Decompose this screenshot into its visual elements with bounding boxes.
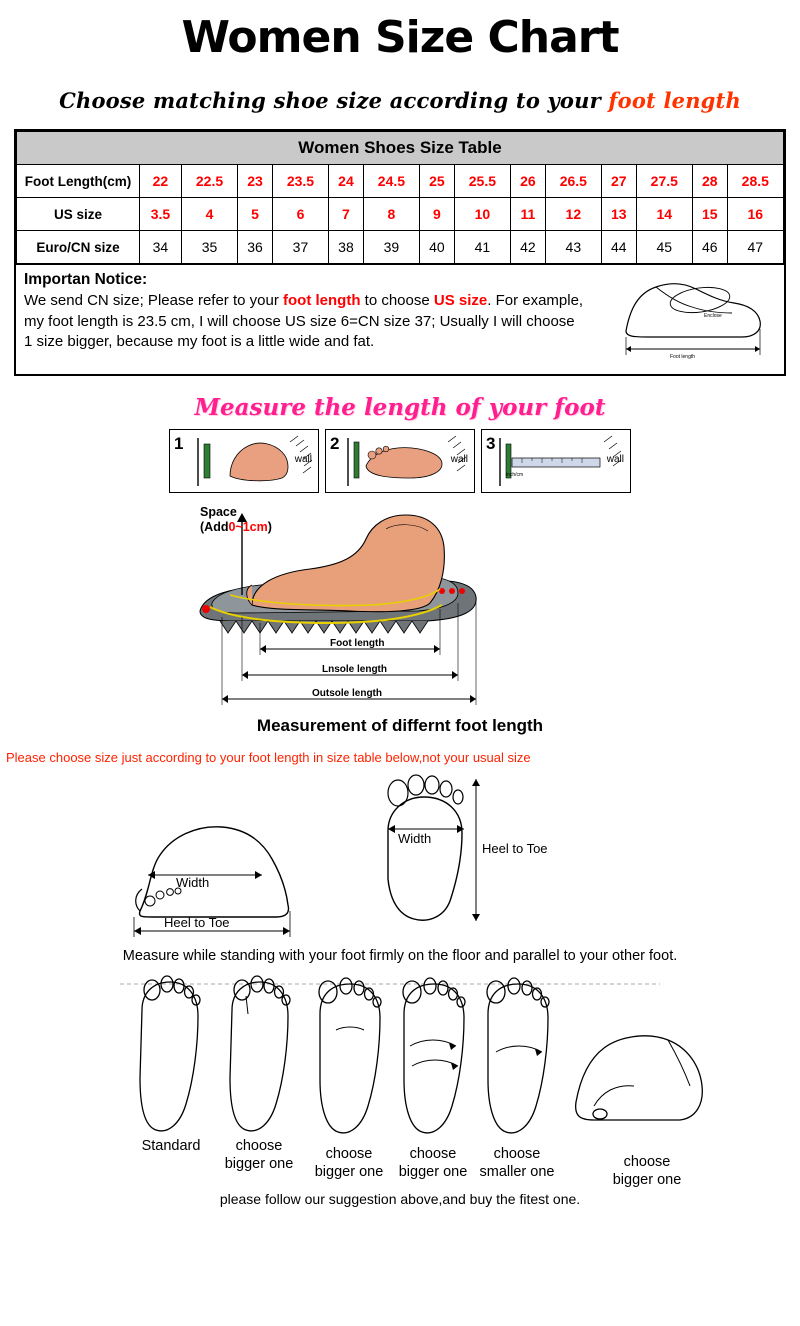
size-table <box>16 131 784 264</box>
notice-text: . For example, <box>487 292 584 310</box>
cell: 26 <box>511 165 546 198</box>
cell: 28.5 <box>727 165 783 198</box>
caption-line1: Standard <box>141 1138 201 1155</box>
measurement-caption: Measurement of differnt foot length <box>256 716 544 736</box>
cell: 28 <box>692 165 727 198</box>
caption-line1: choose <box>623 1154 671 1171</box>
width-heel-section <box>0 771 800 946</box>
cell: 4 <box>181 198 237 231</box>
dim-foot-length: Foot length <box>330 638 385 650</box>
row-label-foot-length: Foot Length(cm) <box>17 165 140 198</box>
cell: 38 <box>329 231 364 264</box>
notice-foot-length: foot length <box>283 292 361 310</box>
caption-line2: smaller one <box>479 1163 555 1180</box>
size-choice-note: Please choose size just according to your foot length in size table below,not your usual size <box>6 750 531 766</box>
step3-wall-label: wall <box>606 454 624 466</box>
measure-steps <box>0 429 800 493</box>
standing-note: Measure while standing with your foot firmly on the floor and parallel to your other foot. <box>122 948 678 965</box>
caption-line2: bigger one <box>224 1155 294 1172</box>
subtitle-highlight: foot length <box>608 88 741 114</box>
space-label-line1: Space <box>200 505 237 520</box>
page-subtitle <box>0 88 800 113</box>
table-row <box>17 198 784 231</box>
cell: 27.5 <box>636 165 692 198</box>
caption-line1: choose <box>409 1146 457 1163</box>
foot-caption-5 <box>462 1146 572 1181</box>
cell: 45 <box>636 231 692 264</box>
foot-shape-comparison <box>0 974 800 1189</box>
cell: 25 <box>420 165 455 198</box>
cell: 3.5 <box>140 198 182 231</box>
measure-step-3 <box>481 429 631 493</box>
width-heel-diagrams-icon <box>0 771 800 946</box>
cell: 10 <box>454 198 510 231</box>
cell: 36 <box>238 231 273 264</box>
notice-line-2: my foot length is 23.5 cm, I will choose US size 6=CN size 37; Usually I will choose <box>24 312 575 330</box>
step-number: 1 <box>174 434 184 454</box>
closing-note: please follow our suggestion above,and buy the fitest one. <box>219 1191 581 1208</box>
measure-section-title: Measure the length of your foot <box>194 394 606 422</box>
cell: 46 <box>692 231 727 264</box>
step-number: 3 <box>486 434 496 454</box>
cell: 14 <box>636 198 692 231</box>
cell: 7 <box>329 198 364 231</box>
cell: 16 <box>727 198 783 231</box>
cell: 23.5 <box>272 165 328 198</box>
cell: 25.5 <box>454 165 510 198</box>
cell: 34 <box>140 231 182 264</box>
left-heel-to-toe-label: Heel to Toe <box>164 915 230 931</box>
table-row <box>17 231 784 264</box>
foot-length-label: Foot length <box>670 354 696 361</box>
size-chart-page <box>0 14 800 1326</box>
cell: 9 <box>420 198 455 231</box>
cell: 6 <box>272 198 328 231</box>
cell: 47 <box>727 231 783 264</box>
foot-caption-6 <box>592 1154 702 1189</box>
left-width-label: Width <box>176 875 210 891</box>
notice-us-size: US size <box>433 292 488 310</box>
cell: 15 <box>692 198 727 231</box>
caption-line1: choose <box>493 1146 541 1163</box>
caption-line1: choose <box>235 1138 283 1155</box>
foot-length-diagram <box>190 499 610 714</box>
cell: 40 <box>420 231 455 264</box>
table-caption-row <box>17 132 784 165</box>
step-number: 2 <box>330 434 340 454</box>
dim-outsole-length: Outsole length <box>312 688 382 700</box>
right-heel-to-toe-label: Heel to Toe <box>482 841 548 857</box>
cell: 13 <box>602 198 637 231</box>
measure-step-1 <box>169 429 319 493</box>
cell: 22 <box>140 165 182 198</box>
cell: 12 <box>545 198 601 231</box>
space-label-range: 0~1cm <box>228 519 268 534</box>
cell: 11 <box>511 198 546 231</box>
caption-line2: bigger one <box>398 1163 468 1180</box>
right-width-label: Width <box>398 831 432 847</box>
table-caption: Women Shoes Size Table <box>17 132 784 165</box>
row-label-euro-cn-size: Euro/CN size <box>17 231 140 264</box>
table-row <box>17 165 784 198</box>
cell: 22.5 <box>181 165 237 198</box>
notice-title: Importan Notice: <box>24 271 148 289</box>
space-label-add: (Add <box>200 519 229 534</box>
step2-wall-label: wall <box>450 454 468 466</box>
cell: 23 <box>238 165 273 198</box>
cell: 39 <box>363 231 419 264</box>
notice-text: We send CN size; Please refer to your <box>24 292 283 310</box>
cell: 27 <box>602 165 637 198</box>
page-title: Women Size Chart <box>181 12 619 63</box>
notice-text: to choose <box>360 292 434 310</box>
cell: 35 <box>181 231 237 264</box>
cell: 5 <box>238 198 273 231</box>
dim-insole-length: Lnsole length <box>322 664 387 676</box>
caption-line1: choose <box>325 1146 373 1163</box>
step1-wall-label: wall <box>294 454 312 466</box>
cell: 41 <box>454 231 510 264</box>
cell: 8 <box>363 198 419 231</box>
cell: 24 <box>329 165 364 198</box>
size-table-container <box>14 129 786 376</box>
row-label-us-size: US size <box>17 198 140 231</box>
important-notice <box>16 264 784 374</box>
cell: 42 <box>511 231 546 264</box>
notice-line-3: 1 size bigger, because my foot is a little wide and fat. <box>24 332 375 350</box>
cell: 26.5 <box>545 165 601 198</box>
space-label-close: ) <box>267 519 272 534</box>
caption-line2: bigger one <box>612 1171 682 1188</box>
space-label <box>200 505 272 534</box>
measure-step-2 <box>325 429 475 493</box>
subtitle-prefix: Choose matching shoe size according to your <box>59 88 609 114</box>
cell: 37 <box>272 231 328 264</box>
cell: 24.5 <box>363 165 419 198</box>
step3-unit-label: inch/cm <box>506 472 524 479</box>
foot-measure-diagram-icon <box>608 269 778 361</box>
cell: 44 <box>602 231 637 264</box>
caption-line2: bigger one <box>314 1163 384 1180</box>
enclose-label: Enclose <box>704 313 722 320</box>
cell: 43 <box>545 231 601 264</box>
